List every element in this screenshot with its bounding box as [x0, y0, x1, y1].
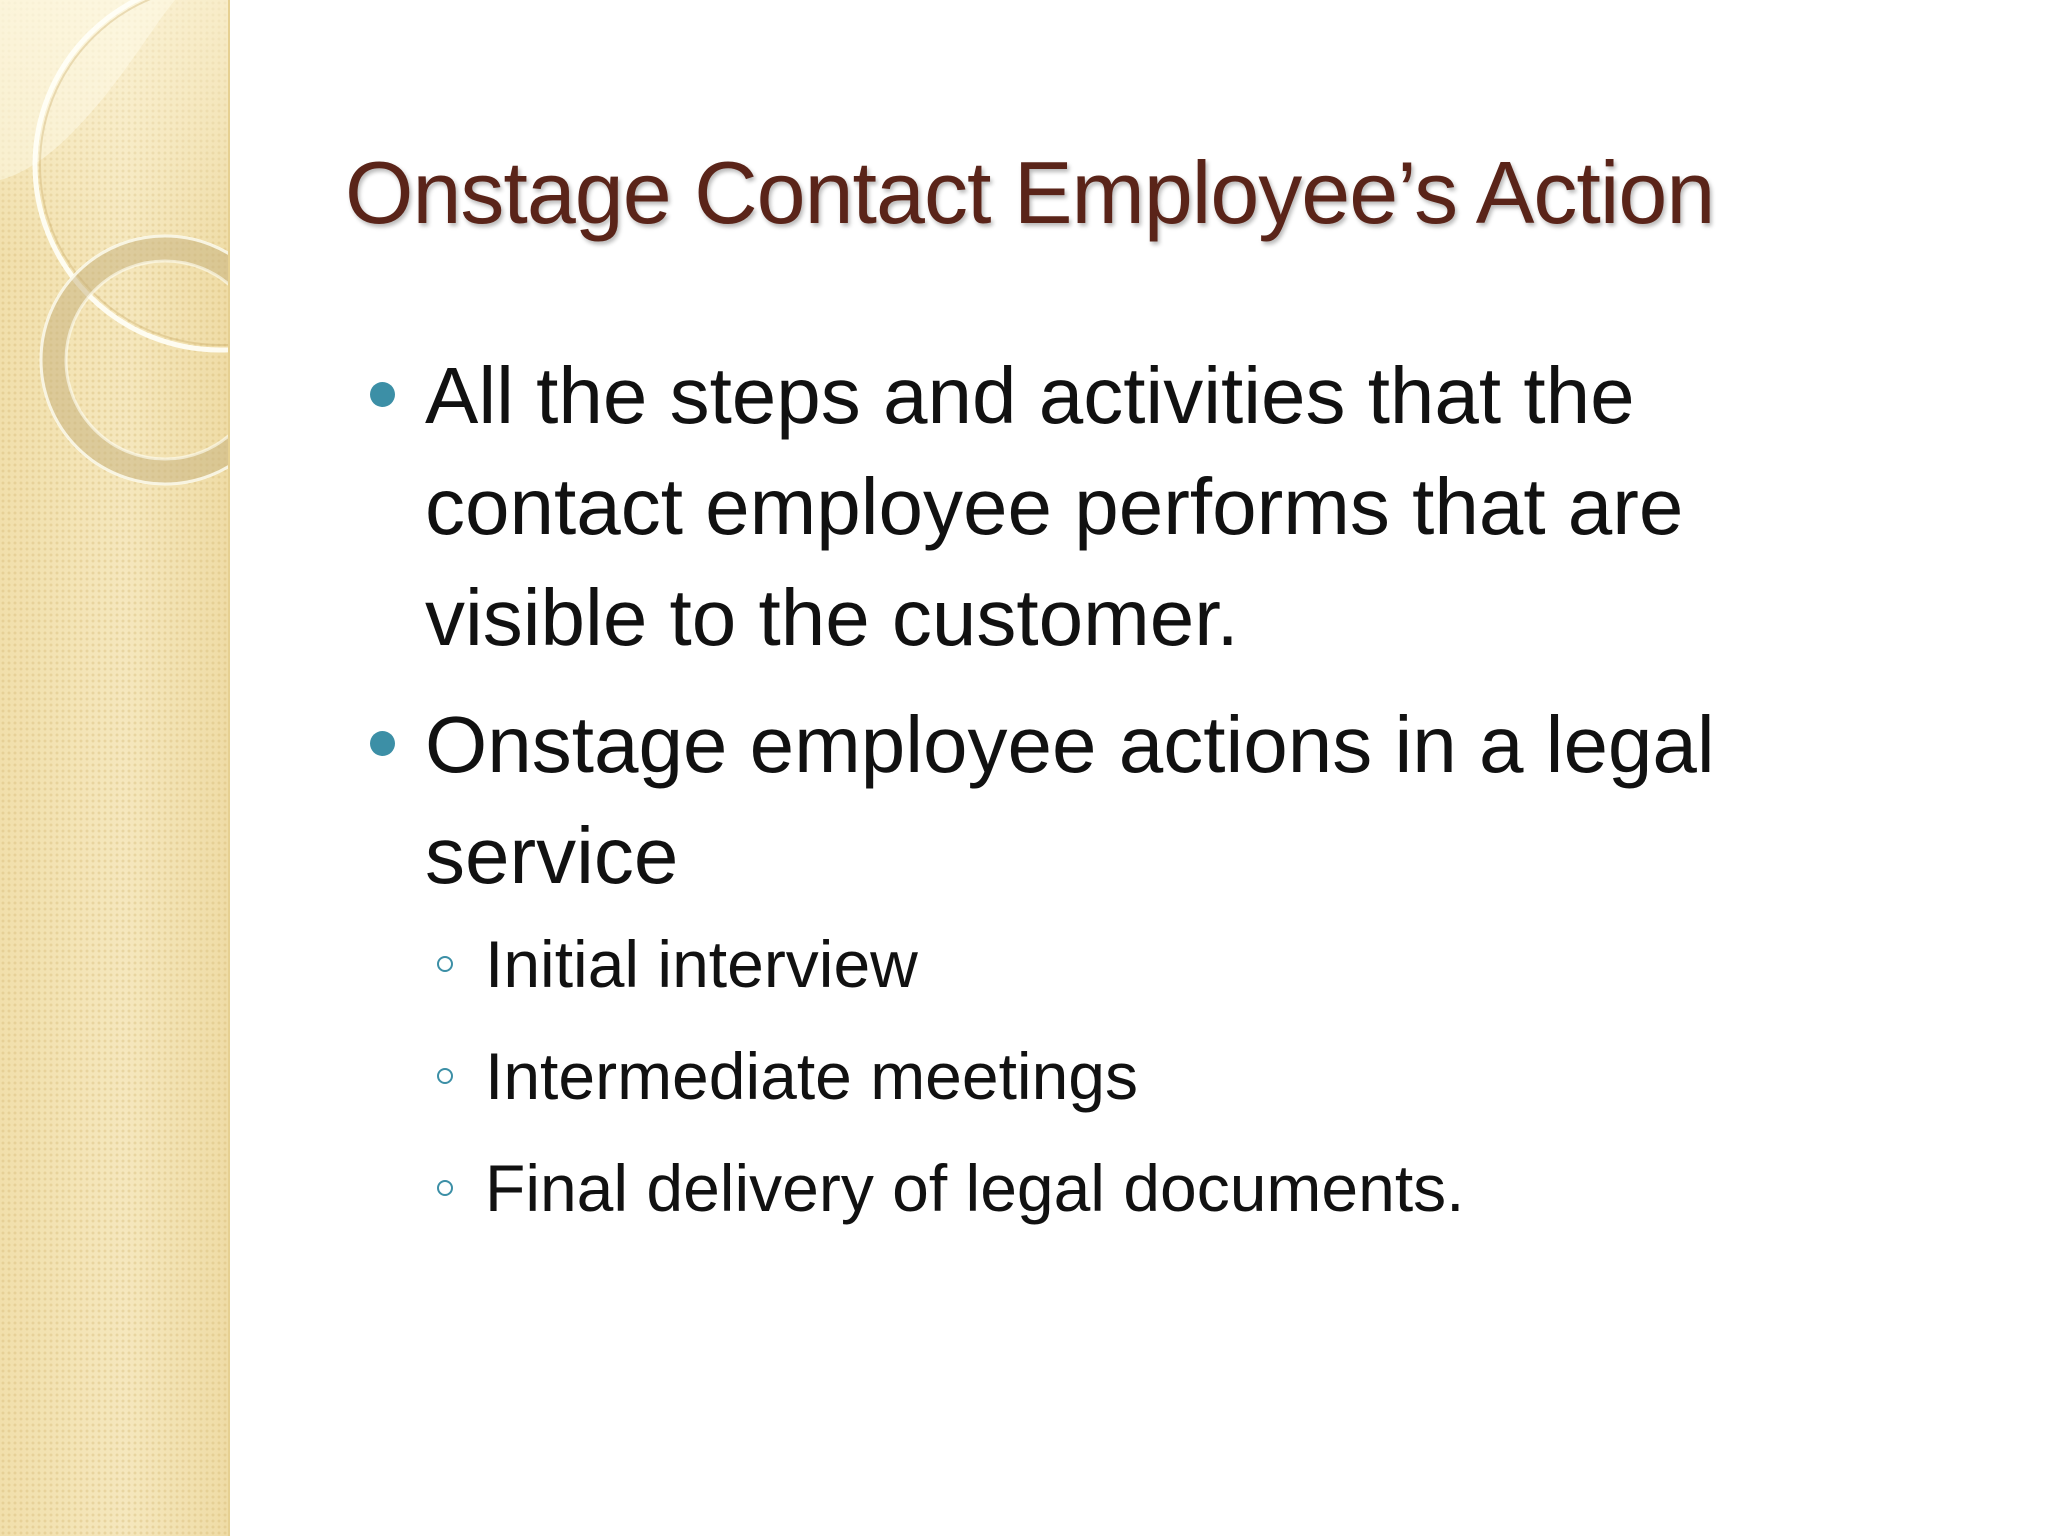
bullet-item: [355, 340, 1775, 673]
sub-bullet-text: Intermediate meetings: [485, 1039, 1139, 1113]
sub-bullet-text: Initial interview: [485, 927, 918, 1001]
bullet-dot-icon: [370, 382, 395, 407]
sub-bullet-text: Final delivery of legal documents.: [485, 1151, 1465, 1225]
slide-body: [355, 340, 1775, 1263]
ring-bullet-icon: [437, 1180, 453, 1196]
sub-bullet-item: [355, 1039, 1775, 1113]
bullet-item: [355, 689, 1775, 911]
bullet-text: All the steps and activities that the contact employee performs that are visible to the customer.: [425, 351, 1684, 662]
slide-title: Onstage Contact Employee’s Action: [345, 143, 1715, 242]
ring-ornament-icon: [0, 0, 228, 520]
decorative-side-band: [0, 0, 230, 1536]
sub-bullet-item: [355, 927, 1775, 1001]
ring-bullet-icon: [437, 1068, 453, 1084]
bullet-dot-icon: [370, 731, 395, 756]
bullet-text: Onstage employee actions in a legal service: [425, 700, 1715, 900]
ring-bullet-icon: [437, 956, 453, 972]
sub-bullet-list: [355, 927, 1775, 1225]
sub-bullet-item: [355, 1151, 1775, 1225]
